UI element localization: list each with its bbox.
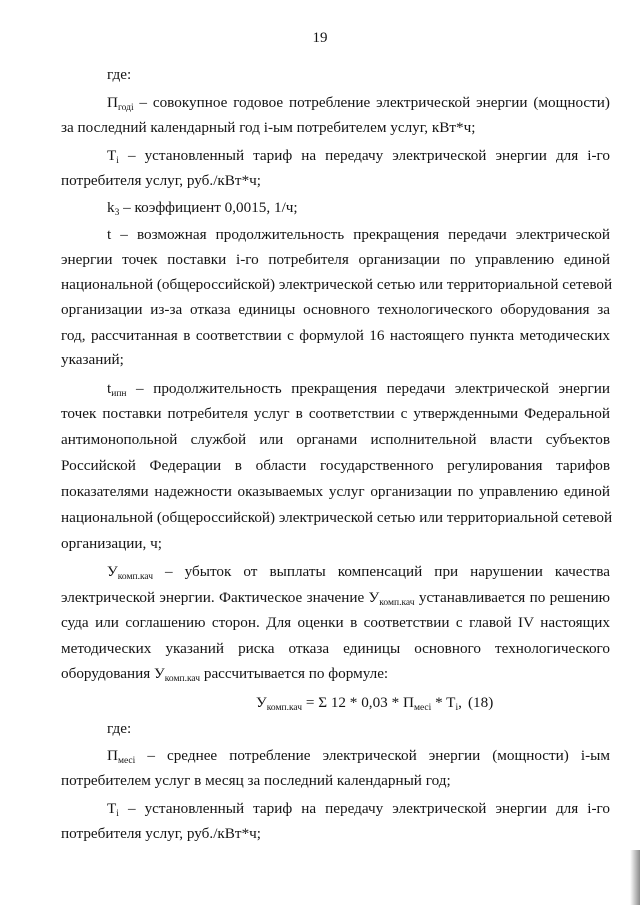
symbol: k	[107, 199, 115, 216]
formula-rhs-subscript: i	[455, 703, 459, 713]
definition-t-ipn-line-2: точек поставки потребителя услуг в соответствии с утвержденными Федеральной	[61, 405, 610, 422]
definition-t-line-5: год, рассчитанная в соответствии с формулой 16 настоящего пункта методических	[61, 327, 610, 344]
definition-u-komp-line-4: методических указаний риска отказа единицы основного технологического	[61, 640, 610, 657]
symbol-subscript: i	[116, 809, 119, 819]
formula-rhs-subscript: месi	[413, 703, 432, 713]
scan-edge-shadow	[630, 850, 640, 905]
symbol: T	[107, 147, 117, 164]
symbol-subscript: месi	[117, 756, 136, 766]
formula-rhs: * T	[431, 694, 456, 711]
definition-p-godi-line	[107, 94, 610, 112]
formula-lhs: У	[256, 694, 267, 711]
definition-text: – совокупное годовое потребление электрической энергии (мощности)	[133, 94, 610, 111]
definition-text: электрической энергии. Фактическое значение У	[61, 589, 380, 606]
definition-text: – коэффициент 0,0015, 1/ч;	[119, 199, 298, 216]
definition-text: оборудования У	[61, 665, 165, 682]
definition-t-line-4: организации из-за отказа единицы основного технологического оборудования за	[61, 301, 610, 318]
symbol: П	[107, 94, 118, 111]
symbol: У	[107, 563, 118, 580]
definition-t-ipn-line-3: антимонопольной службой или органами исполнительной власти субъектов	[61, 431, 610, 448]
definition-t-line-2: энергии точек поставки i-го потребителя организации по управлению единой	[61, 251, 610, 268]
symbol-subscript: ипн	[111, 389, 127, 399]
symbol-subscript: i	[116, 156, 119, 166]
definition-p-mesi-line	[107, 747, 610, 765]
definition-t-line-1: t – возможная продолжительность прекращения передачи электрической	[107, 226, 610, 243]
symbol-subscript: 3	[114, 208, 120, 218]
formula-18	[256, 694, 462, 712]
definition-t-i-continuation: потребителя услуг, руб./кВт*ч;	[61, 172, 262, 189]
formula-rhs: ,	[458, 694, 462, 711]
formula-rhs: = Σ 12 * 0,03 * П	[302, 694, 414, 711]
symbol: t	[107, 380, 112, 397]
definition-t-ipn-line-6: национальной (общероссийской) электрической сетью или территориальной сетевой	[61, 509, 613, 526]
definition-text: – среднее потребление электрической энергии (мощности) i-ым	[135, 747, 610, 764]
symbol-subscript: годi	[117, 103, 134, 113]
definition-u-komp-line-3: суда или соглашению сторон. Для оценки в соответствии с главой IV настоящих	[61, 614, 610, 631]
where-label: где:	[107, 66, 132, 83]
definition-p-mesi-continuation: потребителем услуг в месяц за последний календарный год;	[61, 772, 451, 789]
definition-text: – продолжительность прекращения передачи электрической энергии	[126, 380, 610, 397]
definition-text: – установленный тариф на передачу электрической энергии для i-го	[118, 147, 610, 164]
definition-text: – убыток от выплаты компенсаций при нарушении качества	[153, 563, 610, 580]
definition-u-komp-line-5	[61, 665, 388, 683]
definition-text: – установленный тариф на передачу электрической энергии для i-го	[118, 800, 610, 817]
definition-t-i-line	[107, 147, 610, 165]
definition-t-ipn-line-7: организации, ч;	[61, 535, 162, 552]
formula-number: (18)	[468, 694, 494, 711]
definition-text: рассчитывается по формуле:	[200, 665, 389, 682]
definition-t-ipn-line-4: Российской Федерации в области государственного регулирования тарифов	[61, 457, 610, 474]
formula-lhs-subscript: комп.кач	[266, 703, 303, 713]
symbol: П	[107, 747, 118, 764]
definition-t-line-6: указаний;	[61, 351, 124, 368]
definition-u-komp-line-1	[107, 563, 610, 581]
symbol-subscript: комп.кач	[379, 598, 415, 608]
where-label: где:	[107, 720, 132, 737]
definition-p-godi-continuation: за последний календарный год i-ым потребителем услуг, кВт*ч;	[61, 119, 476, 136]
definition-text: устанавливается по решению	[414, 589, 610, 606]
definition-u-komp-line-2	[61, 589, 610, 607]
symbol-subscript: комп.кач	[117, 572, 154, 582]
definition-t-i-line	[107, 800, 610, 818]
symbol-subscript: комп.кач	[164, 674, 201, 684]
definition-t-ipn-line-1	[107, 380, 610, 398]
definition-k3-line	[107, 199, 298, 217]
symbol: T	[107, 800, 117, 817]
definition-t-line-3: национальной (общероссийской) электрической сетью или территориальной сетевой	[61, 276, 613, 293]
definition-t-ipn-line-5: показателями надежности оказываемых услуг организации по управлению единой	[61, 483, 610, 500]
page-number: 19	[312, 30, 328, 46]
definition-t-i-continuation: потребителя услуг, руб./кВт*ч;	[61, 825, 262, 842]
